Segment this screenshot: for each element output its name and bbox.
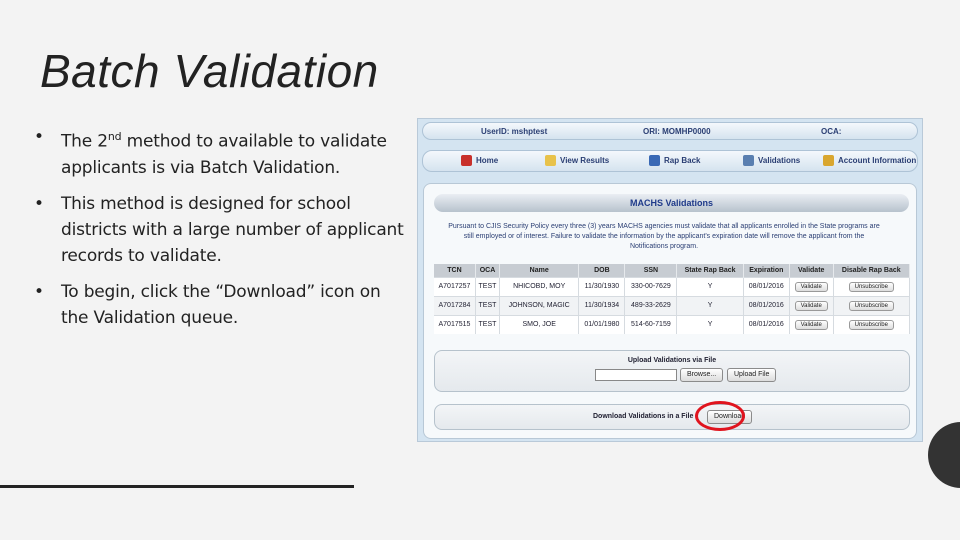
cell-tcn: A7017284 <box>434 296 475 315</box>
cell-oca: TEST <box>475 277 499 296</box>
bullet-text-1a: The 2 <box>61 131 108 152</box>
download-button[interactable]: Download <box>707 410 752 424</box>
cell-state-rap-back: Y <box>677 315 743 334</box>
cell-unsubscribe <box>833 315 909 334</box>
folder-icon <box>545 155 556 166</box>
col-expiration: Expiration <box>743 264 789 277</box>
cell-validate <box>789 296 833 315</box>
col-tcn: TCN <box>434 264 475 277</box>
col-state-rap-back: State Rap Back <box>677 264 743 277</box>
user-info-bar <box>422 122 918 140</box>
cell-dob: 01/01/1980 <box>579 315 625 334</box>
cell-unsubscribe <box>833 277 909 296</box>
bullet-text-1b: method to available to validate applicants is via Batch Validation. <box>61 131 387 178</box>
cell-ssn: 514-60-7159 <box>625 315 677 334</box>
nav-home-label: Home <box>476 156 499 165</box>
file-path-input[interactable] <box>595 369 677 381</box>
unsubscribe-button[interactable]: Unsubscribe <box>849 282 894 292</box>
nav-validations[interactable] <box>743 155 800 166</box>
cell-name: SMO, JOE <box>500 315 579 334</box>
cell-tcn: A7017257 <box>434 277 475 296</box>
browse-button[interactable]: Browse... <box>680 368 723 382</box>
validations-table <box>434 264 910 334</box>
cell-expiration: 08/01/2016 <box>743 296 789 315</box>
decorative-circle <box>928 422 960 488</box>
upload-label: Upload Validations via File <box>627 357 717 364</box>
clipboard-icon <box>823 155 834 166</box>
bullet-list <box>30 124 410 341</box>
validate-button[interactable]: Validate <box>795 282 828 292</box>
app-screenshot <box>417 118 923 442</box>
nav-view-results-label: View Results <box>560 156 610 165</box>
table-row <box>434 315 910 334</box>
cell-expiration: 08/01/2016 <box>743 277 789 296</box>
nav-validations-label: Validations <box>758 156 801 165</box>
home-icon <box>461 155 472 166</box>
table-header-row <box>434 264 910 277</box>
validate-button[interactable]: Validate <box>795 320 828 330</box>
bullet-dot: • <box>34 193 44 214</box>
upload-section <box>434 350 910 392</box>
nav-rap-back-label: Rap Back <box>664 156 701 165</box>
bullet-item <box>30 191 410 269</box>
cell-ssn: 489-33-2629 <box>625 296 677 315</box>
nav-account-information[interactable] <box>823 155 916 166</box>
oca: OCA: <box>821 127 842 136</box>
bullet-text-2: This method is designed for school districts with a large number of applicant records to validate. <box>61 193 404 266</box>
download-section <box>434 404 910 430</box>
nav-view-results[interactable] <box>545 155 609 166</box>
bullet-dot: • <box>34 281 44 302</box>
validations-panel <box>423 183 917 439</box>
nav-bar <box>422 150 918 172</box>
table-row <box>434 296 910 315</box>
cell-state-rap-back: Y <box>677 277 743 296</box>
cell-ssn: 330-00-7629 <box>625 277 677 296</box>
col-validate: Validate <box>789 264 833 277</box>
nav-rap-back[interactable] <box>649 155 700 166</box>
validate-button[interactable]: Validate <box>795 301 828 311</box>
stack-icon <box>743 155 754 166</box>
bullet-text-3: To begin, click the “Download” icon on the Validation queue. <box>61 281 381 328</box>
upload-file-button[interactable]: Upload File <box>727 368 776 382</box>
col-disable-rap-back: Disable Rap Back <box>833 264 909 277</box>
cell-name: NHICOBD, MOY <box>500 277 579 296</box>
bullet-item <box>30 279 410 331</box>
col-oca: OCA <box>475 264 499 277</box>
bullet-text-1-sup: nd <box>107 130 122 143</box>
bullet-dot: • <box>34 127 44 147</box>
download-label: Download Validations in a File <box>593 413 694 420</box>
panel-title: MACHS Validations <box>434 194 909 212</box>
policy-notice: Pursuant to CJIS Security Policy every three (3) years MACHS agencies must validate that all applicants enrolled in the State programs are still employed or of interest. Failure to validate the information by the applicant's expiration date will remove the applicant from the Notifications program. <box>448 223 880 250</box>
cell-expiration: 08/01/2016 <box>743 315 789 334</box>
download-highlight-circle <box>695 401 745 431</box>
cell-oca: TEST <box>475 296 499 315</box>
col-dob: DOB <box>579 264 625 277</box>
cell-dob: 11/30/1930 <box>579 277 625 296</box>
cell-validate <box>789 277 833 296</box>
decorative-underline <box>0 485 354 488</box>
cell-tcn: A7017515 <box>434 315 475 334</box>
cell-state-rap-back: Y <box>677 296 743 315</box>
database-icon <box>649 155 660 166</box>
user-id: UserID: mshptest <box>481 127 548 136</box>
cell-oca: TEST <box>475 315 499 334</box>
col-name: Name <box>500 264 579 277</box>
cell-unsubscribe <box>833 296 909 315</box>
slide-title: Batch Validation <box>40 45 379 97</box>
ori: ORI: MOMHP0000 <box>643 127 711 136</box>
cell-dob: 11/30/1934 <box>579 296 625 315</box>
cell-name: JOHNSON, MAGIC <box>500 296 579 315</box>
nav-home[interactable] <box>461 155 498 166</box>
col-ssn: SSN <box>625 264 677 277</box>
cell-validate <box>789 315 833 334</box>
table-row <box>434 277 910 296</box>
bullet-item <box>30 124 410 181</box>
unsubscribe-button[interactable]: Unsubscribe <box>849 301 894 311</box>
unsubscribe-button[interactable]: Unsubscribe <box>849 320 894 330</box>
nav-account-label: Account Information <box>838 156 917 165</box>
